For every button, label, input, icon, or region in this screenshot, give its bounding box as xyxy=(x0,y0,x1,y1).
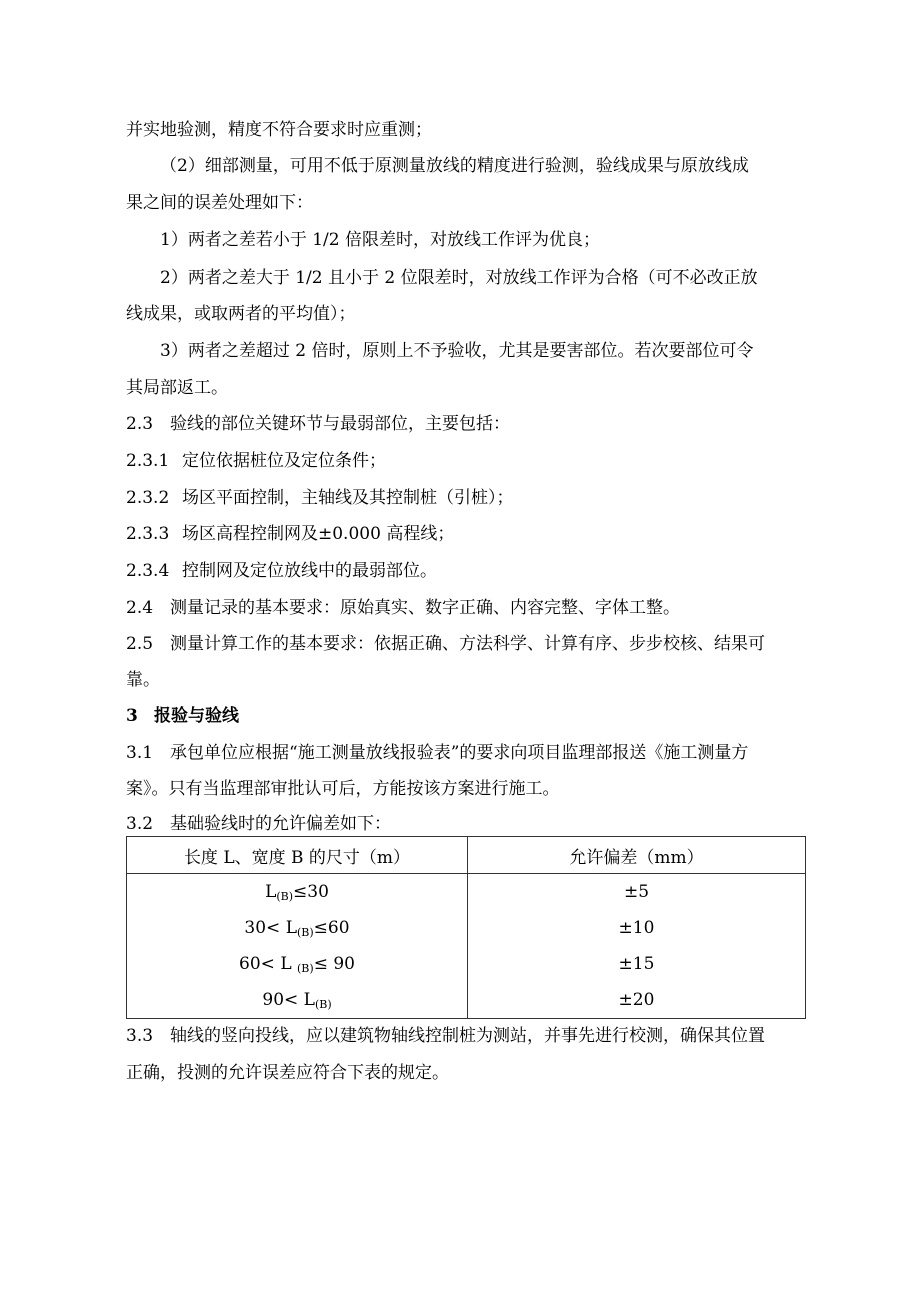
section-text: 控制网及定位放线中的最弱部位。 xyxy=(182,561,437,581)
section-number: 2.3.1 xyxy=(126,451,170,471)
size-cell: $30< L_{(B)}\le 60$ xyxy=(127,910,468,946)
section-2-3-2 xyxy=(126,487,514,509)
paragraph: 果之间的误差处理如下： xyxy=(126,193,313,213)
section-3-2 xyxy=(126,814,391,834)
table-header-row xyxy=(127,837,806,874)
tolerance-cell: ±10 xyxy=(468,910,806,946)
section-number: 2.4 xyxy=(126,598,154,618)
paragraph: 靠。 xyxy=(126,670,160,690)
table-row xyxy=(127,874,806,911)
size-cell: $L_{(B)}\le 30$ xyxy=(127,874,468,911)
section-text: 轴线的竖向投线，应以建筑物轴线控制桩为测站，并事先进行校测，确保其位置 xyxy=(170,1026,765,1046)
section-text: 场区高程控制网及±0.000 高程线； xyxy=(182,524,455,544)
table-row xyxy=(127,946,806,982)
section-number: 3.1 xyxy=(126,743,154,763)
section-text: 基础验线时的允许偏差如下： xyxy=(170,814,391,834)
section-number: 2.3.2 xyxy=(126,488,170,508)
section-number: 2.5 xyxy=(126,634,154,654)
section-text: 承包单位应根据“施工测量放线报验表”的要求向项目监理部报送《施工测量方 xyxy=(170,743,749,763)
section-text: 场区平面控制，主轴线及其控制桩（引桩）； xyxy=(182,488,514,508)
section-2-5 xyxy=(126,633,765,655)
tolerance-cell: ±20 xyxy=(468,982,806,1019)
section-number: 2.3.4 xyxy=(126,561,170,581)
size-cell: 60< L $_{(B)}$≤ 90 xyxy=(127,946,468,982)
section-title: 报验与验线 xyxy=(154,706,239,726)
size-cell: $90< L_{(B)}$ xyxy=(127,982,468,1019)
section-number: 2.3.3 xyxy=(126,524,170,544)
paragraph: 线成果，或取两者的平均值）； xyxy=(126,304,356,324)
section-2-3-3 xyxy=(126,523,454,545)
paragraph: 并实地验测，精度不符合要求时应重测； xyxy=(126,120,432,140)
section-heading-3 xyxy=(126,705,239,727)
paragraph: 3）两者之差超过 2 倍时，原则上不予验收，尤其是要害部位。若次要部位可令 xyxy=(160,341,754,361)
section-2-3-4 xyxy=(126,560,437,582)
paragraph: 1）两者之差若小于 1/2 倍限差时，对放线工作评为优良； xyxy=(160,230,600,250)
section-3-3 xyxy=(126,1025,765,1047)
section-number: 3.2 xyxy=(126,814,154,834)
section-2-3-1 xyxy=(126,450,386,472)
section-text: 定位依据桩位及定位条件； xyxy=(182,451,386,471)
section-text: 测量记录的基本要求：原始真实、数字正确、内容完整、字体工整。 xyxy=(170,598,680,618)
column-header: 允许偏差（mm） xyxy=(468,837,806,874)
paragraph: 2）两者之差大于 1/2 且小于 2 位限差时，对放线工作评为合格（可不必改正放 xyxy=(160,268,758,288)
section-number: 2.3 xyxy=(126,414,154,434)
section-2-4 xyxy=(126,597,680,619)
paragraph: （2）细部测量，可用不低于原测量放线的精度进行验测，验线成果与原放线成 xyxy=(160,156,749,176)
table-row xyxy=(127,982,806,1019)
tolerance-cell: ±15 xyxy=(468,946,806,982)
section-number: 3 xyxy=(126,706,138,726)
column-header: 长度 L、宽度 B 的尺寸（m） xyxy=(127,837,468,874)
paragraph: 案》。只有当监理部审批认可后，方能按该方案进行施工。 xyxy=(126,779,560,799)
table-row xyxy=(127,910,806,946)
paragraph: 其局部返工。 xyxy=(126,378,228,398)
section-text: 测量计算工作的基本要求：依据正确、方法科学、计算有序、步步校核、结果可 xyxy=(170,634,765,654)
section-3-1 xyxy=(126,742,748,764)
tolerance-table xyxy=(126,836,806,1019)
section-text: 验线的部位关键环节与最弱部位，主要包括： xyxy=(170,414,510,434)
section-2-3 xyxy=(126,413,510,435)
section-number: 3.3 xyxy=(126,1026,154,1046)
tolerance-cell: ±5 xyxy=(468,874,806,911)
paragraph: 正确，投测的允许误差应符合下表的规定。 xyxy=(126,1063,449,1083)
